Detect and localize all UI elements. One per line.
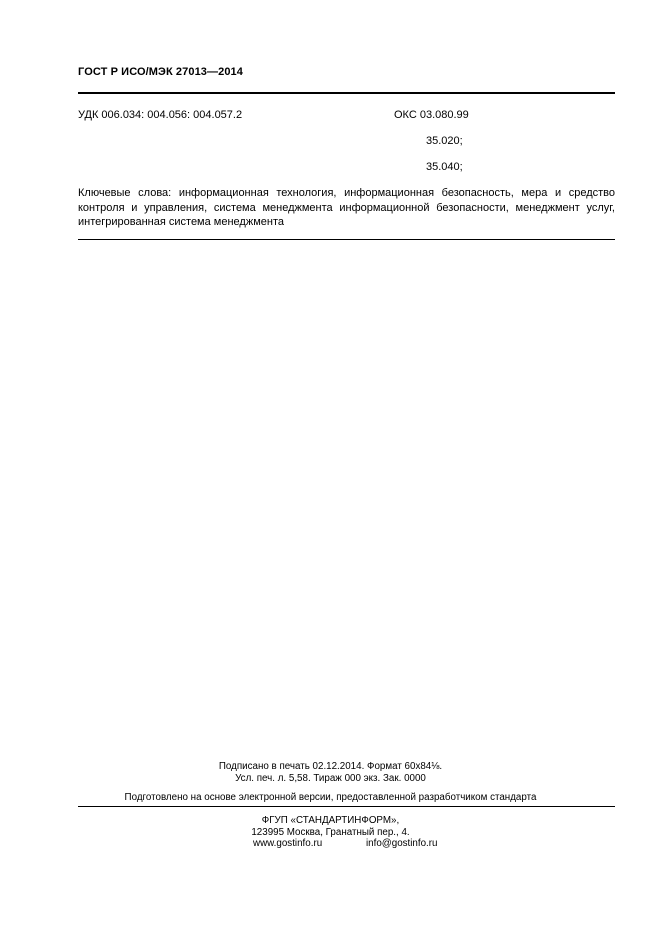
udk-code: УДК 006.034: 004.056: 004.057.2	[78, 109, 243, 121]
imprint-prepared-note: Подготовлено на основе электронной версии, предоставленной разработчиком стандарта	[124, 792, 537, 803]
oks-code-3: 35.040;	[426, 161, 463, 173]
oks-code-2: 35.020;	[426, 135, 463, 147]
imprint-divider	[78, 806, 615, 807]
publisher-email: info@gostinfo.ru	[366, 838, 438, 849]
standard-code: ГОСТ Р ИСО/МЭК 27013—2014	[78, 66, 243, 78]
imprint-print-data: Усл. печ. л. 5,58. Тираж 000 экз. Зак. 0000	[235, 773, 426, 784]
keywords-paragraph: Ключевые слова: информационная технология, информационная безопасность, мера и средство контроля и управления, система менеджмента информационной безопасности, менеджмент услуг, интегрированная система менеджмента	[78, 187, 615, 228]
publisher-name: ФГУП «СТАНДАРТИНФОРМ»,	[261, 815, 400, 826]
oks-code-1: ОКС 03.080.99	[394, 109, 469, 121]
imprint-signed: Подписано в печать 02.12.2014. Формат 60x84⅛.	[218, 761, 443, 772]
top-divider	[78, 92, 615, 94]
keywords-divider	[78, 239, 615, 240]
publisher-website: www.gostinfo.ru	[253, 838, 323, 849]
publisher-address: 123995 Москва, Гранатный пер., 4.	[251, 827, 410, 838]
